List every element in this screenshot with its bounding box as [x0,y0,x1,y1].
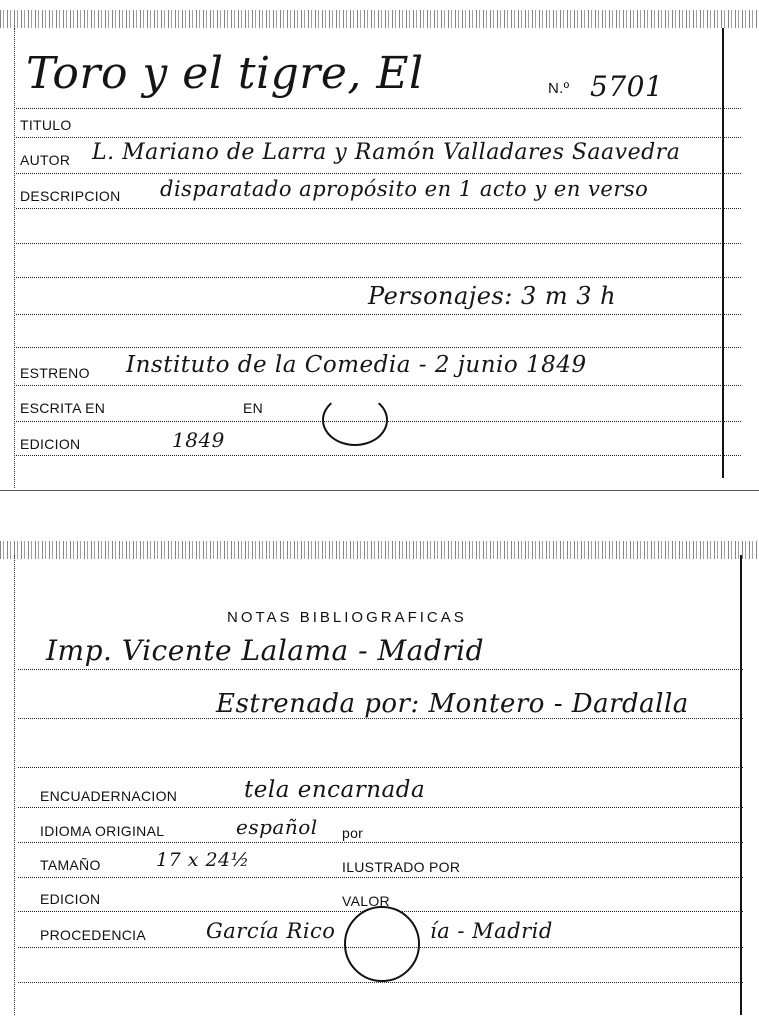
por-label: por [342,825,364,841]
procedencia-label: PROCEDENCIA [40,927,146,943]
valor-label: VALOR [342,893,390,909]
descripcion-value: disparatado apropósito en 1 acto y en verso [160,177,649,201]
edicion-label: EDICION [20,436,81,452]
rule-blank-3 [16,347,741,348]
rule-escrita [16,421,741,422]
encuadernacion-value: tela encarnada [244,777,426,803]
rule-blank-5 [18,982,743,983]
encuadernacion-label: ENCUADERNACION [40,788,178,804]
number-label: N.º [548,80,570,97]
note-line-1: Imp. Vicente Lalama - Madrid [46,634,485,667]
punch-hole-bottom [344,906,420,982]
rule-edicion [16,455,741,456]
rule-descripcion [16,208,741,209]
edicion-value: 1849 [172,428,225,452]
rule-estreno [16,385,741,386]
rule-personajes [16,314,741,315]
personajes-value: Personajes: 3 m 3 h [368,282,617,310]
estreno-value: Instituto de la Comedia - 2 junio 1849 [126,352,587,378]
title-value: Toro y el tigre, El [26,48,424,99]
card-edge-right-2 [740,555,742,1015]
rule-blank-1 [16,243,741,244]
descripcion-label: DESCRIPCION [20,188,121,204]
titulo-label: TITULO [20,117,72,133]
escrita-en-label: ESCRITA EN [20,400,106,416]
autor-label: AUTOR [20,152,71,168]
number-value: 5701 [590,70,664,103]
rule-procedencia [18,947,743,948]
edicion-label-2: EDICION [40,891,101,907]
rule-tamano [18,877,743,878]
tamano-value: 17 x 24½ [156,849,250,871]
en-label: EN [243,400,264,416]
rule-note-1 [18,669,743,670]
card-bottom-edge [0,490,759,491]
catalog-card-bottom [0,535,759,1028]
scan-noise-bottom [0,541,759,559]
tamano-label: TAMAÑO [40,857,101,873]
card-edge-left [14,28,15,488]
section-title: NOTAS BIBLIOGRAFICAS [227,609,467,626]
procedencia-value-2: ía - Madrid [430,919,553,943]
procedencia-value: García Rico [206,919,336,943]
autor-value: L. Mariano de Larra y Ramón Valladares Saavedra [92,140,681,165]
idioma-label: IDIOMA ORIGINAL [40,823,165,839]
punch-hole-top [322,394,388,446]
ilustrado-label: ILUSTRADO POR [342,859,461,875]
card-edge-right [722,28,724,478]
rule-title [16,108,741,109]
rule-encuadernacion [18,807,743,808]
rule-blank-4 [18,767,743,768]
rule-blank-2 [16,277,741,278]
scan-noise-top [0,10,759,28]
rule-autor [16,173,741,174]
catalog-card-top [0,0,759,495]
rule-idioma [18,842,743,843]
note-line-2: Estrenada por: Montero - Dardalla [216,689,689,719]
rule-note-2 [18,718,743,719]
rule-titulo [16,137,741,138]
estreno-label: ESTRENO [20,365,90,381]
idioma-value: español [236,815,318,839]
card-edge-left-2 [14,555,15,1015]
